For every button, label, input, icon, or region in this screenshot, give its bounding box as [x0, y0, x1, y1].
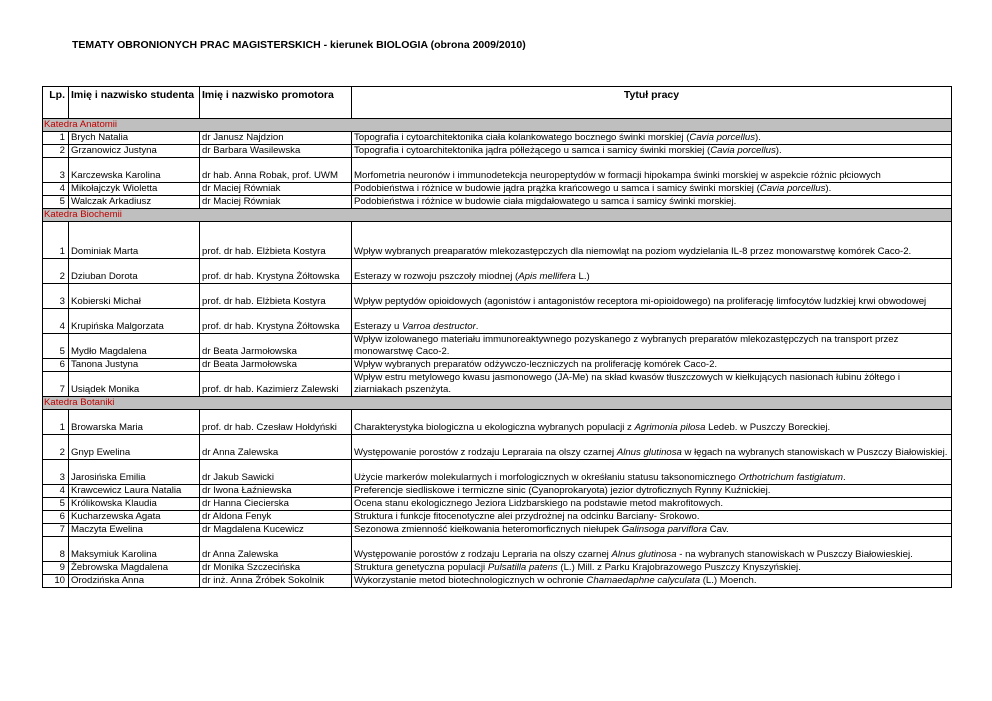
student-name: Żebrowska Magdalena — [69, 562, 200, 575]
promotor-name: dr Anna Zalewska — [200, 435, 352, 460]
row-number: 1 — [43, 222, 69, 259]
thesis-title-text: Sezonowa zmienność kiełkowania heteromorficznych niełupek — [354, 524, 622, 535]
row-number: 7 — [43, 524, 69, 537]
species-name: Orthotrichum fastigiatum — [738, 472, 843, 483]
table-row — [43, 222, 952, 259]
row-number: 10 — [43, 575, 69, 588]
row-number: 5 — [43, 498, 69, 511]
department-row — [43, 397, 952, 410]
table-row — [43, 485, 952, 498]
species-name: Apis mellifera — [518, 271, 576, 282]
promotor-name: dr Janusz Najdzion — [200, 132, 352, 145]
promotor-name: prof. dr hab. Kazimierz Zalewski — [200, 372, 352, 397]
thesis-title — [352, 196, 952, 209]
thesis-title — [352, 222, 952, 259]
thesis-title — [352, 410, 952, 435]
table-row — [43, 511, 952, 524]
table-row — [43, 284, 952, 309]
thesis-title-end: ). — [755, 132, 761, 143]
student-name: Królikowska Klaudia — [69, 498, 200, 511]
row-number: 5 — [43, 196, 69, 209]
thesis-title-text: Wykorzystanie metod biotechnologicznych w ochronie — [354, 575, 587, 586]
student-name: Karczewska Karolina — [69, 158, 200, 183]
table-row — [43, 145, 952, 158]
row-number: 3 — [43, 460, 69, 485]
thesis-title-text: Ocena stanu ekologicznego Jeziora Lidzbarskiego na podstawie metod makrofitowych. — [354, 498, 724, 509]
promotor-name: dr Magdalena Kucewicz — [200, 524, 352, 537]
header-student: Imię i nazwisko studenta — [69, 87, 200, 119]
thesis-title — [352, 485, 952, 498]
table-row — [43, 410, 952, 435]
student-name: Walczak Arkadiusz — [69, 196, 200, 209]
table-row — [43, 537, 952, 562]
thesis-title — [352, 259, 952, 284]
thesis-title-text: Topografia i cytoarchitektonika ciała kolankowatego bocznego świnki morskiej ( — [354, 132, 690, 143]
thesis-title-end: w łęgach na wybranych stanowiskach w Puszczy Białowiskiej. — [681, 447, 948, 458]
thesis-title — [352, 498, 952, 511]
promotor-name: dr Barbara Wasilewska — [200, 145, 352, 158]
document-title: TEMATY OBRONIONYCH PRAC MAGISTERSKICH - kierunek BIOLOGIA (obrona 2009/2010) — [72, 39, 526, 51]
row-number: 2 — [43, 259, 69, 284]
thesis-title-end: (L.) Moench. — [700, 575, 757, 586]
department-row — [43, 209, 952, 222]
thesis-title — [352, 537, 952, 562]
thesis-title — [352, 145, 952, 158]
department-name: Katedra Botaniki — [43, 397, 952, 410]
student-name: Gnyp Ewelina — [69, 435, 200, 460]
table-row — [43, 196, 952, 209]
thesis-title — [352, 511, 952, 524]
student-name: Tanona Justyna — [69, 359, 200, 372]
table-row — [43, 183, 952, 196]
row-number: 6 — [43, 511, 69, 524]
species-name: Cavia porcellus — [689, 132, 756, 143]
thesis-title-text: Podobieństwa i różnice w budowie jądra prążka krańcowego u samca i samicy świnki morskiej ( — [354, 183, 760, 194]
thesis-title — [352, 359, 952, 372]
thesis-title-text: Wpływ izolowanego materiału immunoreaktywnego pozyskanego z wybranych preparatów mlekozastępczych na transport przez monowarstwę Caco-2. — [354, 334, 899, 357]
table-row — [43, 359, 952, 372]
species-name: Alnus glutinosa — [611, 549, 677, 560]
thesis-title-text: Morfometria neuronów i immunodetekcja neuropeptydów w formacji hipokampa świnki morskiej w aspekcie różnic płciowych — [354, 170, 881, 181]
row-number: 4 — [43, 485, 69, 498]
promotor-name: dr Maciej Równiak — [200, 196, 352, 209]
thesis-title — [352, 562, 952, 575]
student-name: Krawcewicz Laura Natalia — [69, 485, 200, 498]
table-row — [43, 309, 952, 334]
student-name: Mydło Magdalena — [69, 334, 200, 359]
species-name: Alnus glutinosa — [616, 447, 682, 458]
thesis-title-text: Struktura i funkcje fitocenotyczne alei przydrożnej na odcinku Barciany- Srokowo. — [354, 511, 700, 522]
student-name: Dominiak Marta — [69, 222, 200, 259]
thesis-title — [352, 575, 952, 588]
student-name: Browarska Maria — [69, 410, 200, 435]
row-number: 3 — [43, 158, 69, 183]
row-number: 1 — [43, 132, 69, 145]
thesis-title-end: (L.) Mill. z Parku Krajobrazowego Puszczy Knyszyńskiej. — [557, 562, 801, 573]
thesis-title — [352, 435, 952, 460]
row-number: 2 — [43, 435, 69, 460]
species-name: Varroa destructor — [402, 321, 476, 332]
species-name: Pulsatilla patens — [487, 562, 558, 573]
promotor-name: dr inż. Anna Żróbek Sokolnik — [200, 575, 352, 588]
thesis-title-end: . — [842, 472, 846, 483]
thesis-title-end: Ledeb. w Puszczy Boreckiej. — [705, 422, 831, 433]
student-name: Mikołajczyk Wioletta — [69, 183, 200, 196]
table-row — [43, 158, 952, 183]
row-number: 9 — [43, 562, 69, 575]
thesis-title — [352, 372, 952, 397]
promotor-name: prof. dr hab. Czesław Hołdyński — [200, 410, 352, 435]
promotor-name: dr Aldona Fenyk — [200, 511, 352, 524]
thesis-title-end: L.) — [575, 271, 590, 282]
thesis-title-text: Struktura genetyczna populacji — [354, 562, 488, 573]
table-row — [43, 372, 952, 397]
species-name: Cavia porcellus — [710, 145, 776, 156]
promotor-name: dr Hanna Ciecierska — [200, 498, 352, 511]
promotor-name: dr Beata Jarmołowska — [200, 334, 352, 359]
department-name: Katedra Anatomii — [43, 119, 952, 132]
thesis-title — [352, 132, 952, 145]
table-row — [43, 575, 952, 588]
thesis-title-text: Podobieństwa i różnice w budowie ciała migdałowatego u samca i samicy świnki morskiej. — [354, 196, 737, 207]
thesis-title-end: - na wybranych stanowiskach w Puszczy Białowieskiej. — [676, 549, 913, 560]
promotor-name: prof. dr hab. Elżbieta Kostyra — [200, 284, 352, 309]
thesis-title — [352, 524, 952, 537]
promotor-name: dr Iwona Łaźniewska — [200, 485, 352, 498]
theses-table — [42, 86, 952, 588]
promotor-name: dr Monika Szczecińska — [200, 562, 352, 575]
species-name: Chamaedaphne calyculata — [586, 575, 701, 586]
promotor-name: dr Jakub Sawicki — [200, 460, 352, 485]
table-row — [43, 435, 952, 460]
row-number: 8 — [43, 537, 69, 562]
student-name: Krupińska Malgorzata — [69, 309, 200, 334]
promotor-name: dr Anna Zalewska — [200, 537, 352, 562]
student-name: Grzanowicz Justyna — [69, 145, 200, 158]
species-name: Galinsoga parviflora — [621, 524, 708, 535]
student-name: Jarosińska Emilia — [69, 460, 200, 485]
header-title: Tytuł pracy — [352, 87, 952, 119]
thesis-title-end: . — [475, 321, 479, 332]
promotor-name: prof. dr hab. Krystyna Żółtowska — [200, 309, 352, 334]
row-number: 4 — [43, 183, 69, 196]
species-name: Agrimonia pilosa — [634, 422, 706, 433]
promotor-name: dr hab. Anna Robak, prof. UWM — [200, 158, 352, 183]
table-row — [43, 562, 952, 575]
thesis-title — [352, 183, 952, 196]
student-name: Orodzińska Anna — [69, 575, 200, 588]
row-number: 7 — [43, 372, 69, 397]
promotor-name: prof. dr hab. Elżbieta Kostyra — [200, 222, 352, 259]
student-name: Usiądek Monika — [69, 372, 200, 397]
table-row — [43, 132, 952, 145]
thesis-title-text: Esterazy w rozwoju pszczoły miodnej ( — [354, 271, 519, 282]
promotor-name: dr Maciej Równiak — [200, 183, 352, 196]
thesis-title — [352, 309, 952, 334]
header-lp: Lp. — [43, 87, 69, 119]
thesis-title — [352, 158, 952, 183]
row-number: 6 — [43, 359, 69, 372]
table-row — [43, 460, 952, 485]
thesis-title-text: Użycie markerów molekularnych i morfologicznych w okreśłaniu statusu taksonomicznego — [354, 472, 739, 483]
row-number: 2 — [43, 145, 69, 158]
thesis-title-end: Cav. — [707, 524, 729, 535]
thesis-title-text: Wpływ wybranych preparatów odżywczo-leczniczych na proliferację komórek Caco-2. — [354, 359, 718, 370]
thesis-title — [352, 334, 952, 359]
thesis-title-text: Występowanie porostów z rodzaju Lepraria na olszy czarnej — [354, 549, 612, 560]
row-number: 1 — [43, 410, 69, 435]
thesis-title-text: Topografia i cytoarchitektonika jądra półleżącego u samca i samicy świnki morskiej ( — [354, 145, 711, 156]
table-row — [43, 524, 952, 537]
table-row — [43, 334, 952, 359]
thesis-title — [352, 460, 952, 485]
thesis-title-text: Wpływ peptydów opioidowych (agonistów i antagonistów receptora mi-opioidowego) na proliferację limfocytów ludzkiej krwi obwodowej — [354, 296, 927, 307]
header-promotor: Imię i nazwisko promotora — [200, 87, 352, 119]
thesis-title-end: ). — [775, 145, 782, 156]
student-name: Maksymiuk Karolina — [69, 537, 200, 562]
thesis-title-text: Wpływ wybranych preaparatów mlekozastępczych dla niemowląt na poziom wydzielania IL-8 przez monowarstwę komórek Caco-2. — [354, 246, 912, 257]
row-number: 4 — [43, 309, 69, 334]
thesis-title-text: Esterazy u — [354, 321, 402, 332]
student-name: Kucharzewska Agata — [69, 511, 200, 524]
promotor-name: dr Beata Jarmołowska — [200, 359, 352, 372]
table-row — [43, 259, 952, 284]
table-row — [43, 498, 952, 511]
department-name: Katedra Biochemii — [43, 209, 952, 222]
student-name: Maczyta Ewelina — [69, 524, 200, 537]
student-name: Dziuban Dorota — [69, 259, 200, 284]
department-row — [43, 119, 952, 132]
thesis-title-text: Preferencje siedliskowe i termiczne sinic (Cyanoprokaryota) jezior dytroficznych Rynny Kuźnickiej. — [354, 485, 771, 496]
thesis-title-text: Występowanie porostów z rodzaju Lepraraia na olszy czarnej — [354, 447, 617, 458]
promotor-name: prof. dr hab. Krystyna Żółtowska — [200, 259, 352, 284]
species-name: Cavia porcellus — [759, 183, 826, 194]
thesis-title-end: ). — [825, 183, 832, 194]
student-name: Kobierski Michał — [69, 284, 200, 309]
row-number: 3 — [43, 284, 69, 309]
thesis-title-text: Wpływ estru metylowego kwasu jasmonowego (JA-Me) na skład kwasów tłuszczowych w kiełkujących nasionach łubinu żółtego i ziarniakach pszenżyta. — [354, 372, 901, 395]
header-row — [43, 87, 952, 119]
thesis-title — [352, 284, 952, 309]
row-number: 5 — [43, 334, 69, 359]
student-name: Brych Natalia — [69, 132, 200, 145]
thesis-title-text: Charakterystyka biologiczna u ekologiczna wybranych populacji z — [354, 422, 635, 433]
